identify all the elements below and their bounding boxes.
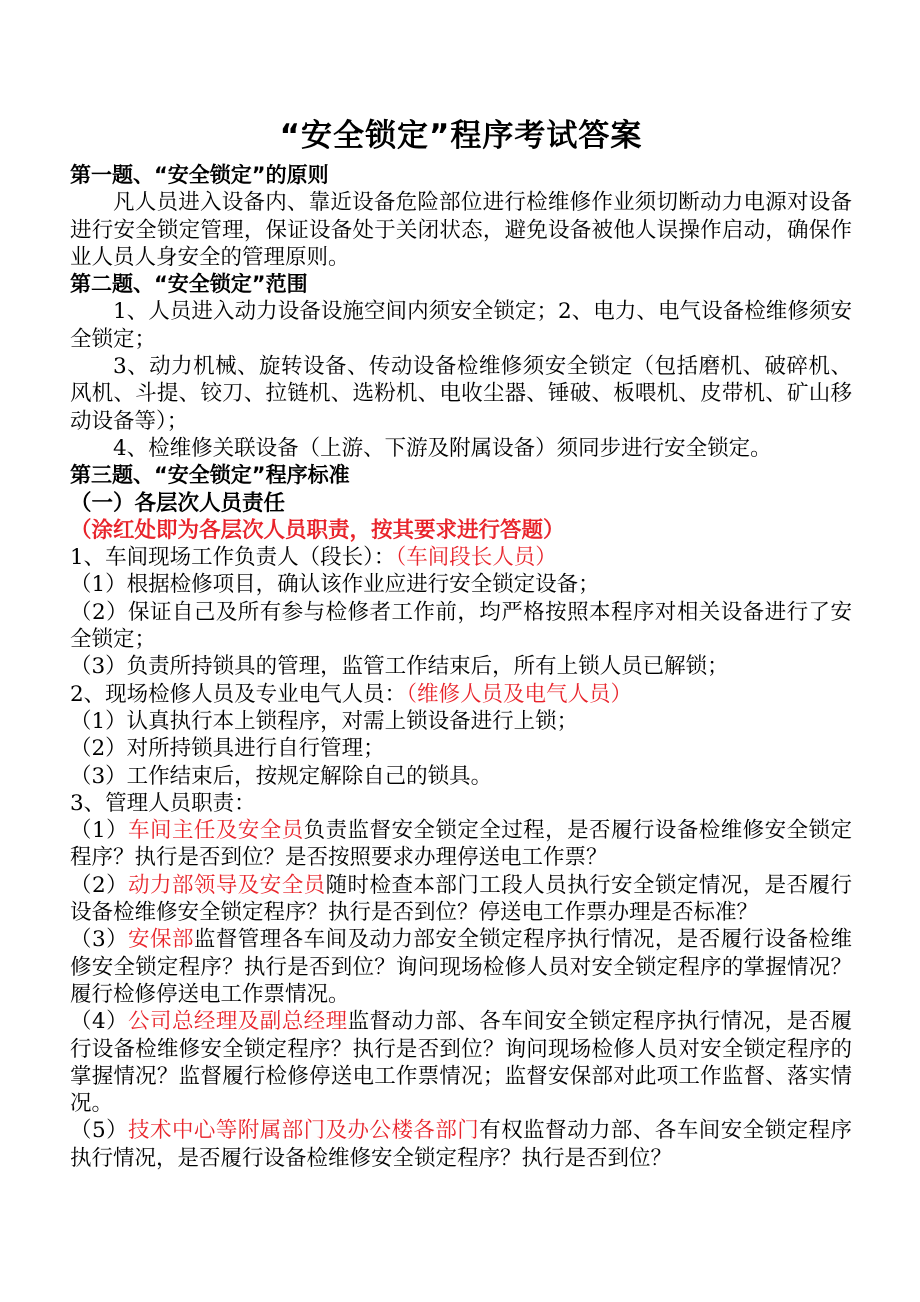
document-page — [70, 112, 852, 1172]
r3-item-1-num: （1） — [70, 818, 129, 844]
r3-item-3-num: （3） — [70, 927, 129, 953]
q2-heading: 第二题、“安全锁定”范围 — [70, 272, 308, 297]
r2-title: 2、现场检修人员及专业电气人员： — [70, 681, 407, 707]
page-title: “安全锁定”程序考试答案 — [279, 118, 643, 154]
r3-item-4 — [70, 1008, 852, 1117]
q3-red-note: （涂红处即为各层次人员职责，按其要求进行答题） — [70, 517, 565, 543]
q2-item-2: 3、动力机械、旋转设备、传动设备检维修须安全锁定（包括磨机、破碎机、风机、斗提、铰刀、拉链机、选粉机、电收尘器、锤破、板喂机、皮带机、矿山移动设备等）； — [70, 354, 852, 434]
r3-item-4-num: （4） — [70, 1009, 129, 1035]
r2-title-line — [70, 681, 852, 708]
r2-item-2: （2）对所持锁具进行自行管理； — [70, 736, 385, 762]
r3-item-3 — [70, 926, 852, 1008]
r3-item-4-role: 公司总经理及副总经理 — [128, 1009, 348, 1035]
r3-item-2-text: 随时检查本部门工段人员执行安全锁定情况，是否履行设备检维修安全锁定程序？执行是否到位？停送电工作票办理是否标准？ — [70, 872, 852, 926]
r3-item-3-role: 安保部 — [128, 927, 194, 953]
r2-item-1: （1）认真执行本上锁程序，对需上锁设备进行上锁； — [70, 708, 579, 734]
r1-title-line — [70, 544, 852, 571]
r3-item-2-num: （2） — [70, 872, 129, 898]
r3-title: 3、管理人员职责： — [70, 790, 256, 816]
r1-item-3: （3）负责所持锁具的管理，监管工作结束后，所有上锁人员已解锁； — [70, 654, 729, 680]
r1-item-2: （2）保证自己及所有参与检修者工作前，均严格按照本程序对相关设备进行了安全锁定； — [70, 599, 852, 653]
r1-title: 1、车间现场工作负责人（段长）： — [70, 545, 396, 571]
r3-item-5-text: 有权监督动力部、各车间安全锁定程序执行情况，是否履行设备检维修安全锁定程序？执行是否到位？ — [70, 1118, 852, 1171]
r3-item-1 — [70, 817, 852, 872]
r3-item-5-num: （5） — [70, 1118, 129, 1144]
r2-role: （维修人员及电气人员） — [406, 681, 632, 707]
r2-item-3: （3）工作结束后，按规定解除自己的锁具。 — [70, 763, 493, 789]
r3-item-2 — [70, 872, 852, 927]
r1-role: （车间段长人员） — [395, 545, 557, 571]
r3-item-1-role: 车间主任及安全员 — [128, 818, 304, 844]
r3-item-5 — [70, 1117, 852, 1172]
r3-item-1-text: 负责监督安全锁定全过程，是否履行设备检维修安全锁定程序？执行是否到位？是否按照要求办理停送电工作票？ — [70, 818, 852, 871]
q1-body: 凡人员进入设备内、靠近设备危险部位进行检维修作业须切断动力电源对设备进行安全锁定管理，保证设备处于关闭状态，避免设备被他人误操作启动，确保作业人员人身安全的管理原则。 — [70, 190, 852, 270]
q3-subheading: （一）各层次人员责任 — [70, 490, 286, 516]
q2-item-3: 4、检维修关联设备（上游、下游及附属设备）须同步进行安全锁定。 — [113, 435, 772, 461]
r3-item-4-text: 监督动力部、各车间安全锁定程序执行情况，是否履行设备检维修安全锁定程序？执行是否到位？询问现场检修人员对安全锁定程序的掌握情况？监督履行检修停送电工作票情况；监督安保部对此项工作监督、落实情况。 — [70, 1009, 852, 1117]
r3-item-3-text: 监督管理各车间及动力部安全锁定程序执行情况，是否履行设备检维修安全锁定程序？执行是否到位？询问现场检修人员对安全锁定程序的掌握情况？履行检修停送电工作票情况。 — [70, 927, 852, 1007]
r3-item-2-role: 动力部领导及安全员 — [128, 872, 326, 898]
q3-heading: 第三题、“安全锁定”程序标准 — [70, 463, 350, 488]
q1-heading: 第一题、“安全锁定”的原则 — [70, 163, 329, 187]
q2-item-1: 1、人员进入动力设备设施空间内须安全锁定；2、电力、电气设备检维修须安全锁定； — [70, 299, 852, 352]
r1-item-1: （1）根据检修项目，确认该作业应进行安全锁定设备； — [70, 572, 600, 598]
r3-item-5-role: 技术中心等附属部门及办公楼各部门 — [128, 1118, 480, 1144]
